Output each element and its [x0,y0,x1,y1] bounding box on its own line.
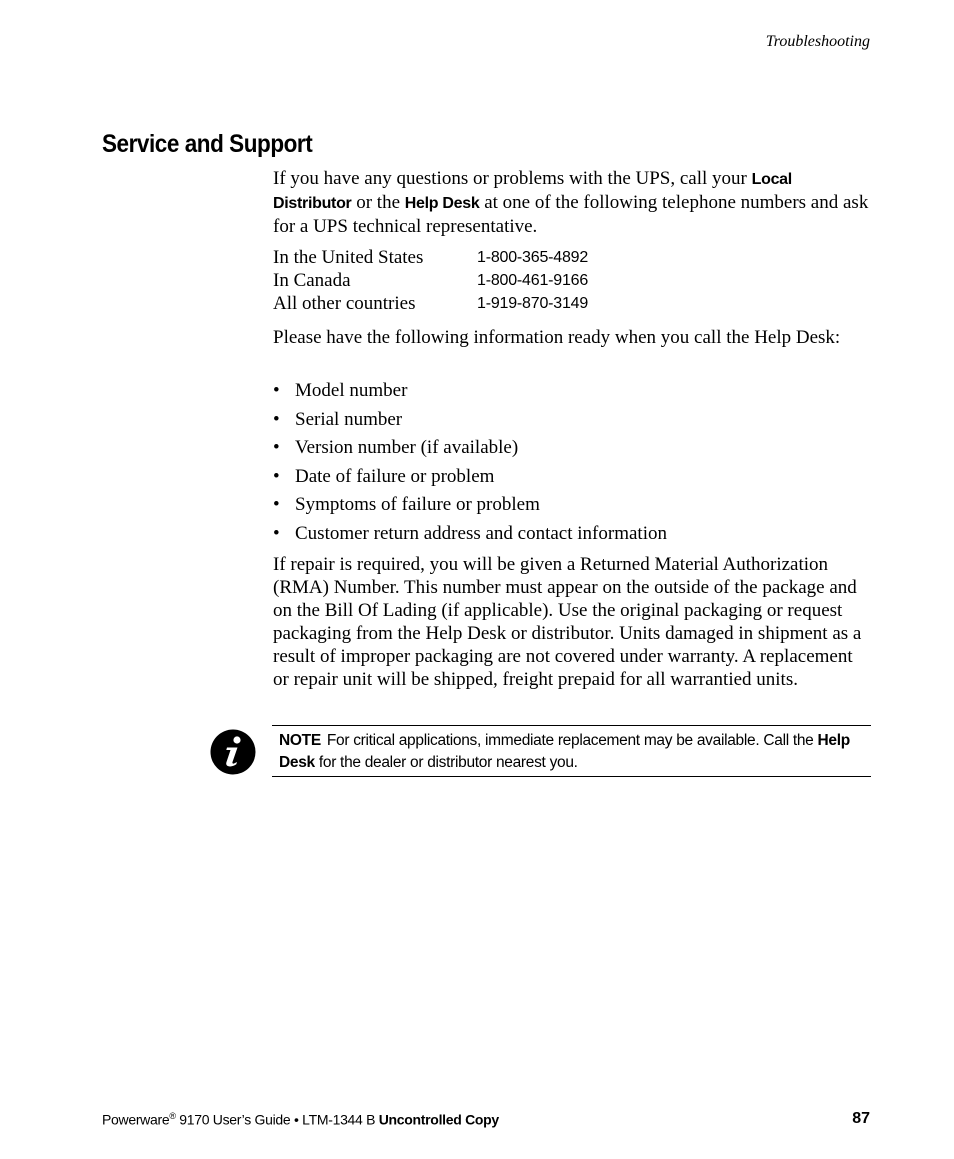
list-item [273,465,667,494]
list-item [273,379,667,408]
local-distributor-term: Local Distributor [273,171,792,212]
page-number: 87 [852,1110,870,1127]
phone-table [273,246,873,315]
note-label: NOTE [279,732,321,749]
intro-text-3: at one of the following telephone numbers and ask for a UPS technical representative. [273,192,869,237]
note-text-1: For critical applications, immediate replacement may be available. Call the [326,732,818,749]
list-item-text: Version number (if available) [295,437,519,458]
note-box [272,725,871,777]
phone-row [273,292,873,315]
uncontrolled-copy-label: Uncontrolled Copy [378,1111,499,1128]
note-text [279,730,869,774]
phone-row [273,269,873,292]
bullet-icon: • [273,465,280,487]
registered-mark: ® [169,1111,176,1121]
checklist [273,379,667,550]
page-footer [102,1111,499,1128]
list-item-text: Customer return address and contact information [295,522,667,544]
intro-paragraph [273,167,873,238]
running-header: Troubleshooting [765,33,870,50]
list-item [273,522,667,551]
bullet-icon: • [273,408,280,430]
bullet-icon: • [273,380,280,401]
bullet-icon: • [273,437,280,458]
phone-row [273,246,873,269]
list-item [273,408,667,437]
note-help-desk-term: Help Desk [279,732,850,771]
phone-number: 1-800-461-9166 [477,272,589,289]
repair-paragraph: If repair is required, you will be given a Returned Material Authorization (RMA) Number. This number must appear on the outside of the package and on the Bill Of Lading (if applicable). Use the original packaging or request packaging from the Help Desk or distributor. Units damaged in shipment as a result of improper packaging are not covered under warranty. A replacement or repair unit will be shipped, freight prepaid for all warrantied units. [273,554,862,690]
list-item [273,493,667,522]
list-item-text: Model number [295,380,408,401]
phone-region: In Canada [273,270,351,291]
help-desk-term: Help Desk [404,195,480,212]
phone-number: 1-919-870-3149 [477,295,589,312]
bullet-icon: • [273,522,280,544]
info-intro-paragraph: Please have the following information ready when you call the Help Desk: [273,327,841,348]
phone-region: All other countries [273,293,416,314]
list-item-text: Serial number [295,408,403,430]
list-item-text: Date of failure or problem [295,465,495,487]
section-heading: Service and Support [102,130,313,158]
footer-brand: Powerware [102,1111,170,1128]
info-icon [210,729,256,775]
list-item-text: Symptoms of failure or problem [295,494,540,515]
list-item [273,436,667,465]
phone-number: 1-800-365-4892 [477,249,589,266]
intro-text-2: or the [351,192,405,213]
bullet-icon: • [273,494,280,515]
note-text-2: for the dealer or distributor nearest you. [314,754,578,771]
phone-region: In the United States [273,247,424,268]
footer-doc-info: 9170 User’s Guide • LTM-1344 B [175,1111,379,1128]
intro-text-1: If you have any questions or problems with the UPS, call your [273,168,752,189]
